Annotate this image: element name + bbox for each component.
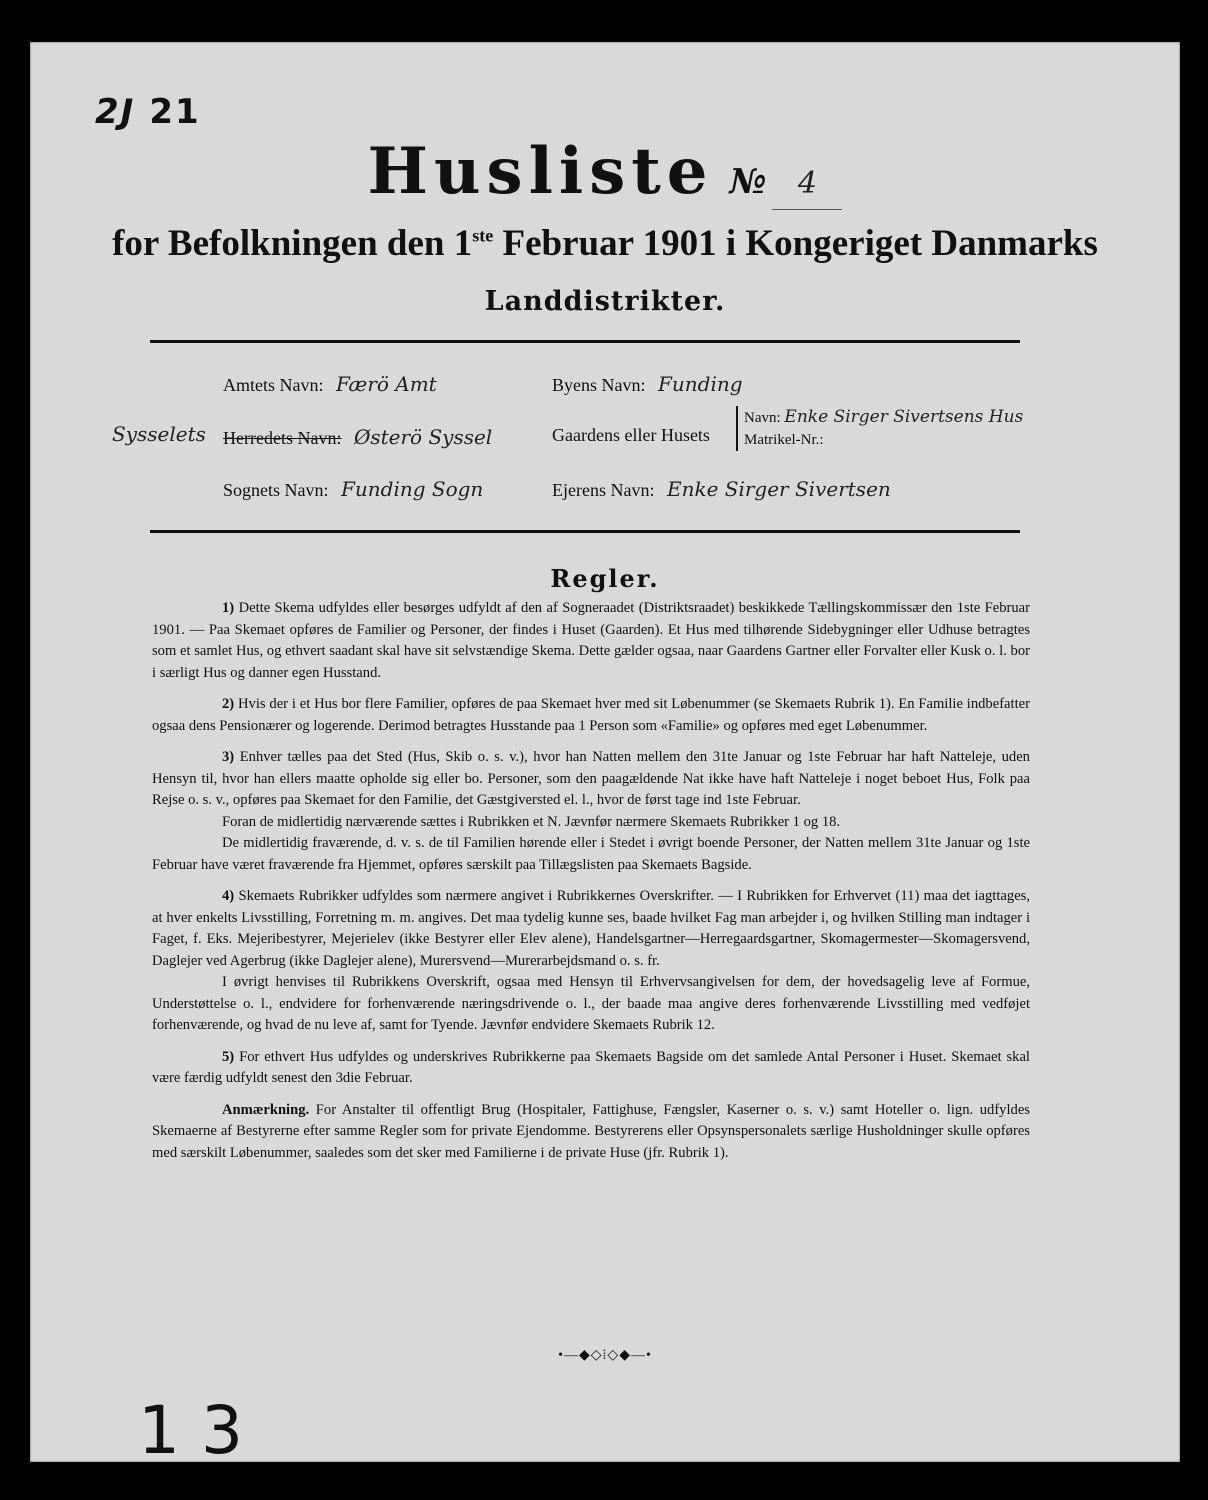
subtitle-pre: for Befolkningen den 1 bbox=[112, 223, 473, 264]
gaard-field-label: Gaardens eller Husets bbox=[552, 425, 710, 445]
rule-paragraph bbox=[152, 812, 1030, 834]
rule-number: 4) bbox=[222, 888, 235, 904]
sogn-value: Funding Sogn bbox=[341, 477, 484, 501]
rules-heading: Regler. bbox=[550, 564, 660, 593]
rule-number: 5) bbox=[222, 1048, 235, 1065]
sogn-label: Sognets Navn: bbox=[223, 480, 329, 500]
rule-number: Anmærkning. bbox=[222, 1101, 310, 1118]
rule-paragraph bbox=[152, 886, 1030, 972]
rule-paragraph bbox=[152, 833, 1030, 876]
margin-note: Sysselets bbox=[112, 422, 206, 446]
gaard-navn-label: Navn: bbox=[744, 410, 781, 426]
district-type: Landdistrikter. bbox=[484, 286, 726, 317]
ejer-value: Enke Sirger Sivertsen bbox=[666, 477, 891, 501]
ejer-label: Ejerens Navn: bbox=[552, 480, 655, 500]
archive-page-number: 21 bbox=[149, 92, 201, 132]
number-sign: № bbox=[729, 162, 767, 202]
handwritten-bottom-note: 1 3 bbox=[138, 1392, 243, 1469]
rule-number: 2) bbox=[222, 696, 235, 712]
subtitle-sup: ste bbox=[472, 225, 494, 246]
rule-number: 3) bbox=[222, 749, 235, 765]
bottom-divider bbox=[150, 530, 1020, 533]
rule-text: For ethvert Hus udfyldes og underskrives Rubrikkerne paa Skemaets Bagside om det samlede Antal Personer i Huset. Skemaet skal være færdig udfyldt senest den 3die Februar. bbox=[152, 1048, 1030, 1086]
rule-paragraph bbox=[152, 598, 1030, 684]
gaard-navn-row bbox=[744, 406, 1023, 429]
rule-text: Foran de midlertidig nærværende sættes i Rubrikken et N. Jævnfør nærmere Skemaets Rubrikker 1 og 18. bbox=[222, 813, 841, 830]
ejer-field bbox=[552, 477, 891, 501]
herred-label: Herredets Navn: bbox=[223, 428, 342, 448]
amt-value: Færö Amt bbox=[336, 372, 437, 396]
sogn-field bbox=[223, 477, 483, 501]
byens-value: Funding bbox=[658, 372, 743, 396]
byens-label: Byens Navn: bbox=[552, 375, 646, 395]
gaard-bracket bbox=[736, 406, 1023, 451]
gaard-navn-value: Enke Sirger Sivertsens Hus bbox=[784, 407, 1024, 427]
list-number-field bbox=[772, 134, 842, 210]
amt-field bbox=[223, 372, 437, 396]
matrikel-row bbox=[744, 429, 1023, 451]
gaard-subfields bbox=[736, 406, 1023, 451]
rule-text: Hvis der i et Hus bor flere Familier, opføres de paa Skemaet hver med sit Løbenummer (se Skemaets Rubrik 1). En Familie indbefatter ogsaa dens Pensionærer og logerende. Derimod betragtes Husstande paa 1 Person som «Familie» og opføres med eget Løbenummer. bbox=[152, 696, 1030, 734]
matrikel-label: Matrikel-Nr.: bbox=[744, 432, 824, 448]
archive-number bbox=[95, 92, 201, 132]
page-title bbox=[30, 134, 1180, 210]
herred-field bbox=[223, 425, 492, 449]
herred-value: Østerö Syssel bbox=[353, 425, 493, 449]
rules-text bbox=[152, 598, 1030, 1174]
subtitle bbox=[30, 222, 1180, 265]
rule-text: I øvrigt henvises til Rubrikkens Overskrift, ogsaa med Hensyn til Erhvervsangivelsen for dem, der hovedsagelig leve af Formue, Understøttelse o. l., endvidere for forhenværende næringsdrivende o. l., der baade maa angive deres forhenværende Livsstilling med vedføjet forhenværende, og hvad de nu leve af, samt for Tyende. Jævnfør endvidere Skemaets Rubrik 12. bbox=[152, 974, 1030, 1033]
rule-paragraph bbox=[152, 1100, 1030, 1165]
rule-number: 1) bbox=[222, 600, 235, 616]
rule-text: Enhver tælles paa det Sted (Hus, Skib o. s. v.), hvor han Natten mellem den 31te Januar og 1ste Februar har haft Natteleje, uden Hensyn til, hvor han ellers maatte opholde sig eller bo. Personer, som den paagældende Nat ikke have haft Natteleje i noget beboet Hus, Folk paa Rejse o. s. v., opføres paa Skemaet for den Familie, det Gæstgiversted el. l., hvor de først tage ind 1ste Februar. bbox=[152, 749, 1030, 808]
amt-label: Amtets Navn: bbox=[223, 375, 324, 395]
rule-text: Skemaets Rubrikker udfyldes som nærmere angivet i Rubrikkernes Overskrifter. — I Rubrikken for Erhvervet (11) maa det iagttages, at hver enkelts Livsstilling, Forretning m. m. angives. Det maa tydelig kunne ses, baade hvilket Fag man arbejder i, og hvilken Stilling man indtager i Faget, f. Eks. Mejeribestyrer, Mejerielev (ikke Bestyrer eller Elev alene), Handelsgartner—Herregaardsgartner, Skomagermester—Skomagersvend, Daglejer ved Agerbrug (ikke Daglejer alene), Murersvend—Murerarbejdsmand o. s. fr. bbox=[152, 888, 1030, 969]
top-divider bbox=[150, 340, 1020, 343]
archive-prefix: 2J bbox=[95, 92, 136, 132]
list-number: 4 bbox=[797, 166, 818, 201]
subtitle-post: Februar 1901 i Kongeriget Danmarks bbox=[493, 223, 1098, 264]
byens-field bbox=[552, 372, 743, 396]
rule-text: For Anstalter til offentligt Brug (Hospitaler, Fattighuse, Fængsler, Kaserner o. s. v.) samt Hoteller o. lign. udfyldes Skemaerne af Bestyrerne efter samme Regler som for private Ejendomme. Bestyrerens eller Opsynspersonalets særlige Husholdninger skulle opføres med særskilt Løbenummer, saaledes som det sker med Familierne i de private Huse (jfr. Rubrik 1). bbox=[152, 1101, 1030, 1161]
title-word: Husliste bbox=[367, 134, 714, 209]
rule-paragraph bbox=[152, 1047, 1030, 1090]
rule-text: De midlertidig fraværende, d. v. s. de til Familien hørende eller i Stedet i øvrigt boende Personer, der Natten mellem 31te Januar og 1ste Februar have været fraværende fra Hjemmet, opføres særskilt paa Tillægslisten paa Skemaets Bagside. bbox=[152, 835, 1030, 873]
ornament: •—◆◇⁞◇◆—• bbox=[558, 1348, 652, 1363]
rule-text: Dette Skema udfyldes eller besørges udfyldt af den af Sogneraadet (Distriktsraadet) beskikkede Tællingskommissær den 1ste Februar 1901. — Paa Skemaet opføres de Familier og Personer, der findes i Huset (Gaarden). Et Hus med tilhørende Sidebygninger eller Udhuse betragtes som et samlet Hus, og ethvert saadant skal have sit selvstændige Skema. Dette gælder ogsaa, naar Gaardens Gartner eller Forvalter eller Kusk o. l. bor i særligt Hus og danner egen Husstand. bbox=[152, 600, 1030, 681]
rule-paragraph bbox=[152, 747, 1030, 812]
rule-paragraph bbox=[152, 972, 1030, 1037]
rule-paragraph bbox=[152, 694, 1030, 737]
census-sheet bbox=[30, 42, 1180, 1469]
